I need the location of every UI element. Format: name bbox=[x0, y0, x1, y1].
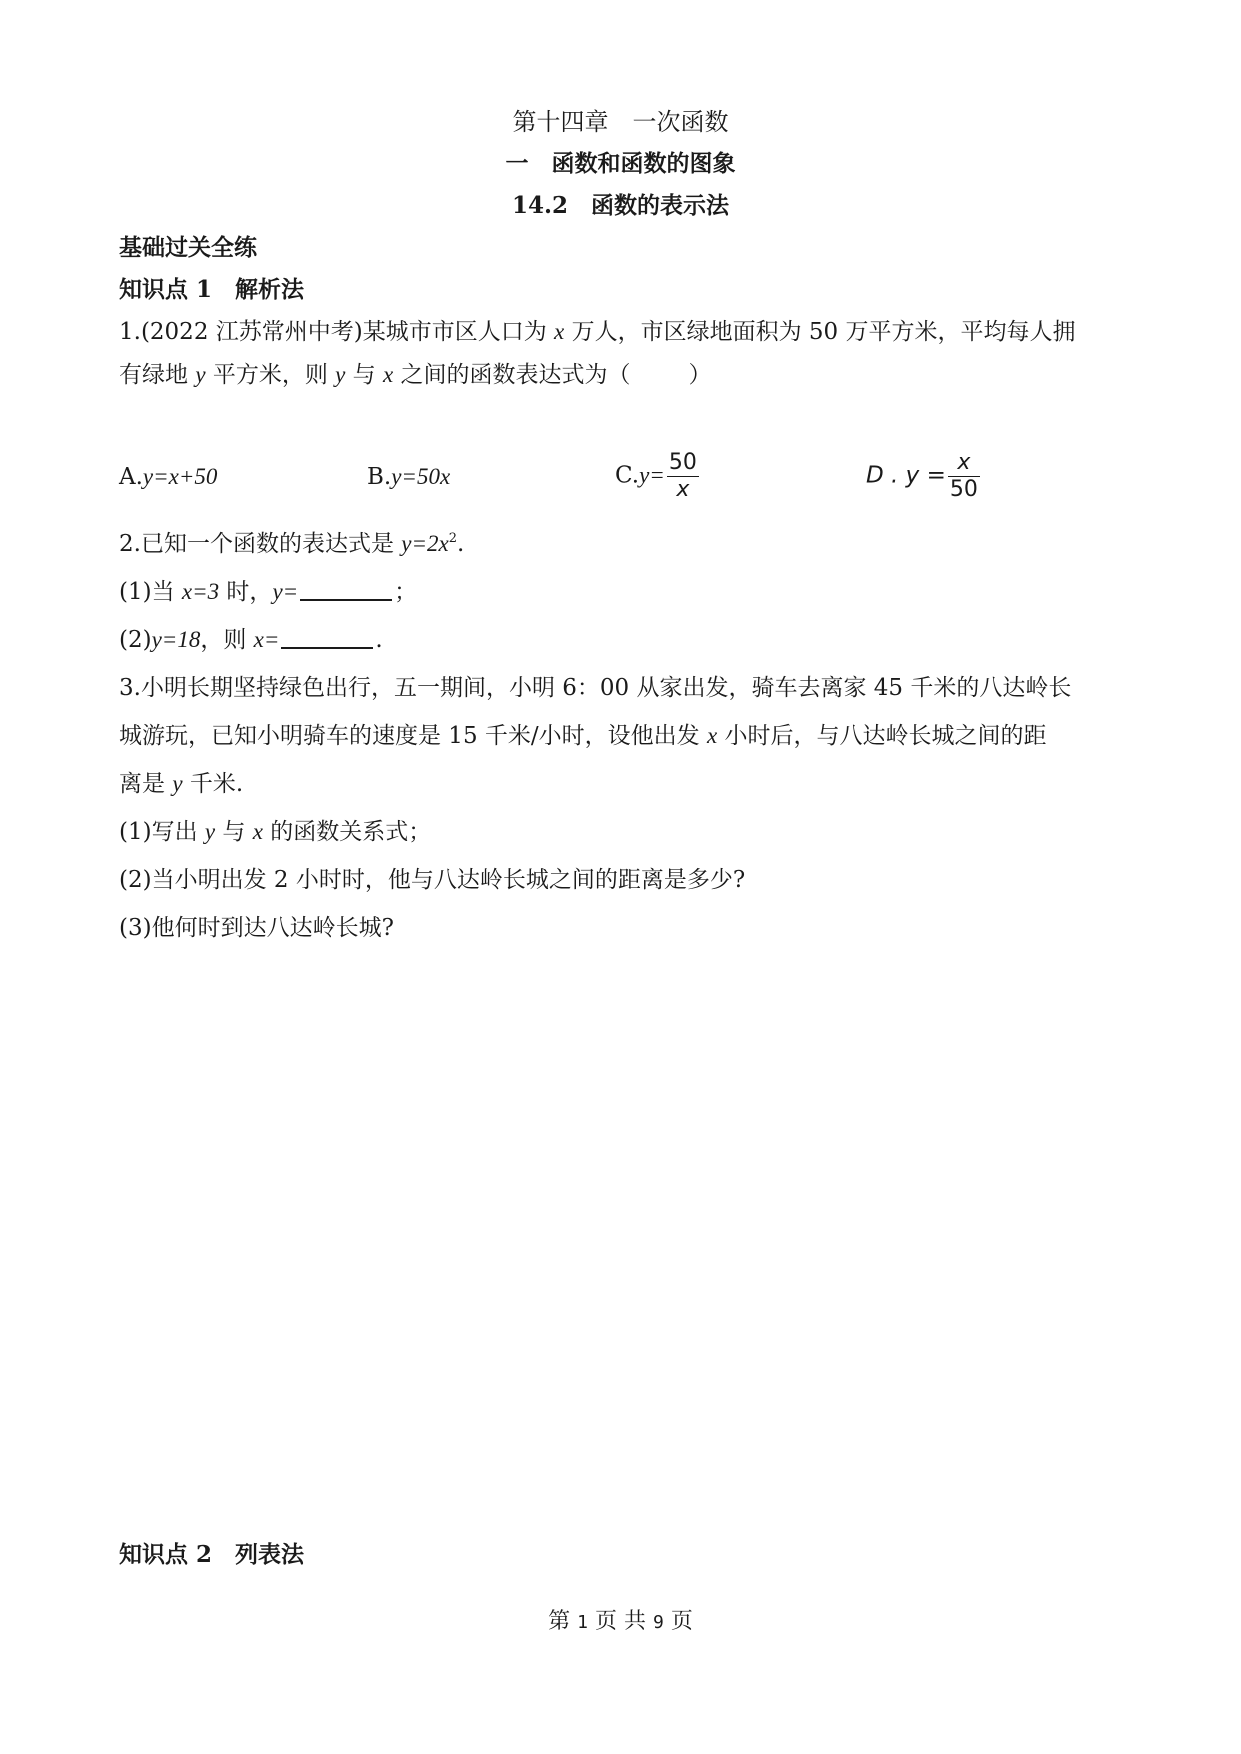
q2-text: ； bbox=[394, 579, 418, 605]
q2-expression: x= bbox=[253, 627, 280, 652]
var-y: y bbox=[204, 819, 216, 844]
var-x: x bbox=[383, 362, 394, 387]
chapter-title: 第十四章 一次函数 bbox=[512, 108, 729, 136]
var-x: x bbox=[706, 723, 718, 748]
practice-heading: 基础过关全练 bbox=[119, 234, 257, 261]
total-pages: 9 bbox=[652, 1612, 664, 1633]
q3-part-2: (2)当小明出发 2 小时时，他与八达岭长城之间的距离是多少? bbox=[119, 867, 746, 893]
page-footer bbox=[0, 1607, 1241, 1638]
section-title: 一 函数和函数的图象 bbox=[505, 150, 736, 177]
var-y: y bbox=[172, 771, 183, 796]
q1-line-1 bbox=[119, 317, 1075, 347]
option-a bbox=[119, 462, 217, 492]
knowledge-point-2-heading: 知识点 2 列表法 bbox=[119, 1541, 305, 1568]
q3-part-1 bbox=[119, 817, 431, 847]
q3-line-2 bbox=[119, 721, 1046, 751]
footer-text: 页 共 bbox=[588, 1609, 653, 1634]
q2-text: . bbox=[375, 627, 383, 653]
option-d bbox=[866, 450, 980, 503]
q3-text: 千米. bbox=[182, 771, 244, 797]
q2-part-1 bbox=[119, 577, 417, 607]
q3-line-1: 3.小明长期坚持绿色出行，五一期间，小明 6：00 从家出发，骑车去离家 45 千米的八达岭长 bbox=[119, 675, 1072, 701]
q3-text: 的函数关系式； bbox=[262, 819, 432, 845]
footer-text: 第 bbox=[548, 1609, 578, 1634]
q3-text: 城游玩，已知小明骑车的速度是 15 千米/小时，设他出发 bbox=[119, 723, 707, 749]
option-b-label: B. bbox=[367, 464, 392, 490]
q3-line-3 bbox=[119, 769, 243, 799]
q3-part-3: (3)他何时到达八达岭长城? bbox=[119, 915, 394, 941]
option-d-fraction bbox=[948, 450, 980, 503]
q1-line-2 bbox=[119, 360, 712, 390]
q1-text: 之间的函数表达式为（ bbox=[393, 362, 631, 388]
option-c-fraction bbox=[667, 450, 699, 503]
knowledge-point-1-heading: 知识点 1 解析法 bbox=[119, 276, 305, 303]
option-d-label: D . y = bbox=[866, 462, 946, 489]
var-x: x bbox=[252, 819, 263, 844]
option-c bbox=[615, 450, 699, 503]
q1-text: ） bbox=[688, 362, 712, 388]
subsection-title: 14.2 函数的表示法 bbox=[511, 192, 730, 219]
q1-text: 1.(2022 江苏常州中考)某城市市区人口为 bbox=[119, 319, 555, 345]
q2-text: 2.已知一个函数的表达式是 bbox=[119, 531, 402, 557]
q2-expression: y=2x bbox=[401, 531, 449, 556]
q2-text: (2) bbox=[119, 627, 152, 653]
var-y: y bbox=[195, 362, 206, 387]
exponent: 2 bbox=[448, 531, 457, 546]
q2-expression: x=3 bbox=[181, 579, 220, 604]
footer-text: 页 bbox=[663, 1609, 693, 1634]
q2-part-2 bbox=[119, 625, 383, 655]
q1-text: 万人，市区绿地面积为 50 万平方米，平均每人拥 bbox=[564, 319, 1076, 345]
var-y: y bbox=[335, 362, 346, 387]
q2-text: . bbox=[456, 531, 465, 557]
fraction-numerator: x bbox=[948, 450, 980, 477]
q2-text: 时， bbox=[219, 579, 273, 605]
option-a-label: A. bbox=[119, 464, 143, 490]
q2-text: ，则 bbox=[200, 627, 254, 653]
fraction-numerator: 50 bbox=[668, 450, 697, 475]
answer-blank[interactable] bbox=[300, 577, 392, 601]
q3-text: 与 bbox=[215, 819, 253, 845]
option-a-expr: y=x+50 bbox=[142, 464, 218, 489]
answer-blank[interactable] bbox=[281, 625, 373, 649]
option-c-label: C. bbox=[615, 462, 640, 489]
fraction-denominator: x bbox=[676, 477, 690, 502]
q2-stem bbox=[119, 529, 464, 559]
var-x: x bbox=[554, 319, 565, 344]
q2-text: (1)当 bbox=[119, 579, 182, 605]
q3-text: (1)写出 bbox=[119, 819, 205, 845]
q1-text: 有绿地 bbox=[119, 362, 196, 388]
option-b bbox=[367, 462, 450, 492]
q1-text: 平方米，则 bbox=[205, 362, 336, 388]
q3-text: 小时后，与八达岭长城之间的距 bbox=[717, 723, 1047, 749]
option-b-expr: y=50x bbox=[391, 464, 451, 489]
q2-expression: y= bbox=[272, 579, 299, 604]
q1-text: 与 bbox=[345, 362, 383, 388]
q3-text: 离是 bbox=[119, 771, 173, 797]
q2-expression: y=18 bbox=[151, 627, 201, 652]
fraction-denominator: 50 bbox=[949, 477, 978, 502]
option-c-lhs: y= bbox=[639, 462, 665, 488]
page-number: 1 bbox=[577, 1612, 588, 1633]
